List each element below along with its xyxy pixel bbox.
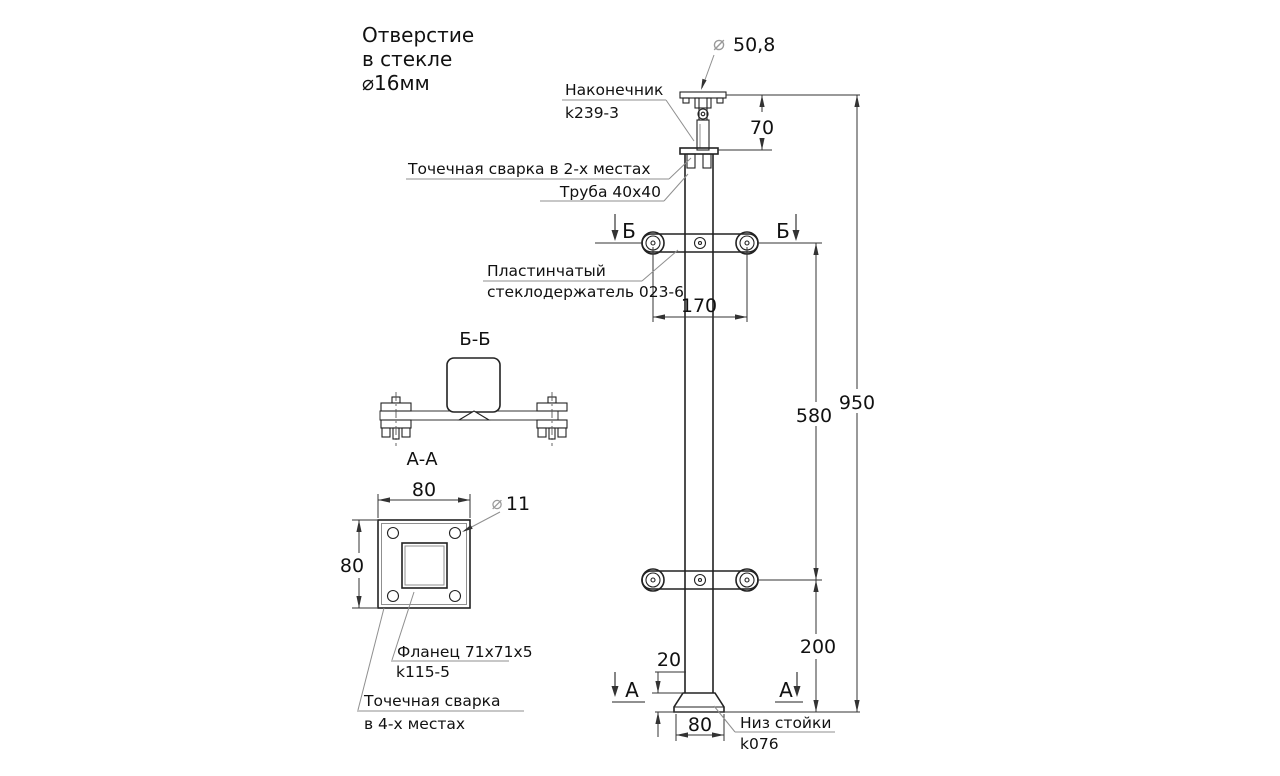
holder-plate — [642, 234, 758, 252]
leader-tip — [666, 100, 694, 141]
note-line-1: Отверстие — [362, 23, 475, 47]
holder-end-left-dot — [651, 578, 655, 582]
glass-holder-lower — [642, 569, 758, 591]
label-flange-name: Фланец 71x71x5 — [397, 643, 533, 661]
dim-170: 170 — [680, 295, 718, 317]
holder-end-right-dot — [745, 578, 749, 582]
section-marker-b-right — [776, 214, 799, 243]
note-glass-hole — [362, 23, 474, 95]
glass-clamp-left — [381, 392, 411, 446]
label-tip-code: k239-3 — [565, 104, 620, 122]
section-marker-a-left — [612, 672, 646, 702]
dim-flange-height — [340, 520, 377, 608]
tube-top-cap — [680, 148, 718, 154]
section-marker-b-left — [612, 214, 636, 243]
dim-tip-height — [750, 95, 774, 150]
diameter-symbol: ⌀ — [712, 31, 726, 55]
label-tube-text: Труба 40x40 — [559, 183, 661, 201]
holder-end-left-dot — [651, 241, 655, 245]
section-bb-title: Б-Б — [459, 329, 491, 350]
pivot-center — [701, 112, 705, 116]
label-tube — [540, 174, 688, 201]
label-flange-code: k115-5 — [396, 663, 451, 681]
label-spot-weld-4-line1: Точечная сварка — [364, 692, 501, 710]
label-glass-holder-2: стеклодержатель 023-6 — [487, 283, 684, 301]
label-glass-holder — [483, 250, 684, 301]
dim-20: 20 — [656, 649, 682, 671]
label-spot-weld-2 — [406, 158, 691, 179]
dim-950: 950 — [838, 392, 876, 414]
label-spot-weld-2-text: Точечная сварка в 2-х местах — [408, 160, 651, 178]
glass-holder-upper — [642, 232, 758, 254]
holder-end-right — [736, 569, 758, 591]
holder-center-hole — [695, 238, 706, 249]
marker-b-label: Б — [776, 219, 790, 243]
label-glass-holder-1: Пластинчатый — [487, 262, 606, 280]
clamp-foot-left — [382, 428, 390, 437]
dim-70: 70 — [749, 117, 775, 139]
tip-stem — [697, 120, 709, 150]
label-tip — [562, 81, 694, 141]
label-spot-weld-4 — [357, 692, 524, 733]
dim-11: 11 — [505, 493, 531, 515]
dim-base-width — [676, 714, 724, 738]
dim-80-flange-w: 80 — [411, 479, 437, 501]
saddle-plate — [680, 92, 726, 98]
dim-80-flange-h: 80 — [339, 555, 365, 577]
tube-section-square — [447, 358, 500, 412]
label-base-name: Низ стойки — [740, 714, 832, 732]
marker-a-label: А — [779, 678, 793, 702]
holder-center-dot — [699, 579, 702, 582]
label-base-code: k076 — [740, 735, 779, 753]
callout-hole-diameter — [462, 493, 530, 532]
dim-flange-width — [378, 479, 470, 518]
marker-a-label: А — [625, 678, 639, 702]
holder-plate — [642, 571, 758, 589]
dim-580: 580 — [795, 405, 833, 427]
holder-center-dot — [699, 242, 702, 245]
dim-between-holders — [796, 243, 832, 580]
clevis-prong-left — [695, 98, 699, 108]
note-line-2: в стекле — [362, 47, 453, 71]
dim-50-8: 50,8 — [733, 34, 776, 56]
flange-hole-tr — [450, 528, 461, 539]
saddle-lip-left — [683, 98, 689, 103]
holder-end-right-ring — [740, 573, 754, 587]
label-flange — [391, 643, 533, 681]
clamp-foot-right — [402, 428, 410, 437]
dim-200: 200 — [799, 636, 837, 658]
dim-80-base: 80 — [687, 714, 713, 736]
dim-total-height — [839, 95, 875, 712]
holder-end-left-ring — [646, 573, 660, 587]
tube-outer-section — [402, 543, 447, 588]
marker-b-label: Б — [622, 219, 636, 243]
flange-hole-bl — [388, 591, 399, 602]
holder-end-right-dot — [745, 241, 749, 245]
weld-slot-right — [703, 154, 711, 168]
handrail-saddle-tip — [680, 92, 726, 150]
clamp-foot-right — [558, 428, 566, 437]
leader-glass-holder — [642, 250, 678, 281]
note-line-3: ⌀16мм — [362, 71, 430, 95]
diameter-symbol: ⌀ — [491, 493, 503, 514]
flange-hole-br — [450, 591, 461, 602]
flange-hole-tl — [388, 528, 399, 539]
flange-outer — [378, 520, 470, 608]
label-base — [714, 706, 835, 753]
dim-lower-offset — [800, 580, 836, 712]
tube-inner-section — [405, 546, 444, 585]
glass-clamp-right — [537, 392, 567, 446]
callout-handrail-diameter — [701, 31, 775, 90]
clevis-prong-right — [707, 98, 711, 108]
elevation-dimensions — [595, 31, 875, 741]
section-aa-title: А-А — [406, 449, 438, 470]
label-tip-name: Наконечник — [565, 81, 664, 99]
flange-inner-edge — [382, 524, 467, 605]
saddle-lip-right — [717, 98, 723, 103]
clamp-foot-left — [538, 428, 546, 437]
section-bb-view — [380, 329, 567, 446]
section-marker-a-right — [775, 672, 803, 702]
main-elevation-view — [642, 92, 860, 712]
label-spot-weld-4-line2: в 4-х местах — [364, 715, 466, 733]
holder-center-hole — [695, 575, 706, 586]
holder-end-left — [642, 569, 664, 591]
post-tube — [680, 148, 718, 693]
